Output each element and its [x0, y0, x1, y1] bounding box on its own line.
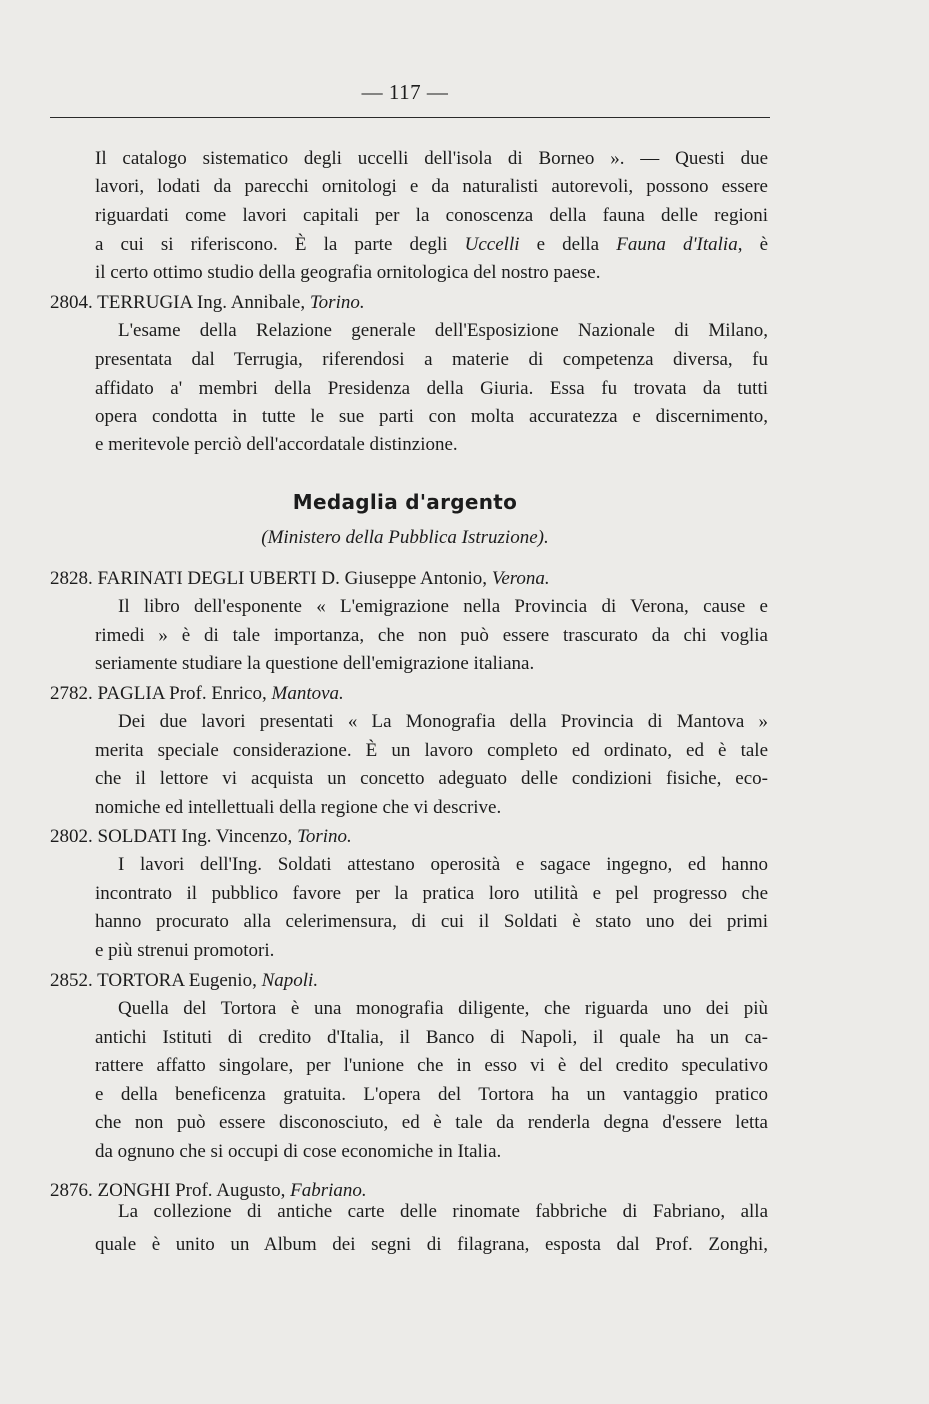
text-line: merita speciale considerazione. È un lavoro completo ed ordinato, ed è tale — [95, 740, 768, 761]
entry-number: 2876. — [50, 1180, 93, 1201]
text-line: e più strenui promotori. — [95, 940, 275, 961]
text-run: a cui si riferiscono. È la parte degli — [95, 234, 465, 255]
text-line: che il lettore vi acquista un concetto adeguato delle condizioni fisiche, eco- — [95, 768, 768, 789]
text-line: rattere affatto singolare, per l'unione che in esso vi è del credito speculativo — [95, 1055, 768, 1076]
entry-city: Torino. — [309, 292, 365, 313]
entry-name: TORTORA Eugenio, — [97, 970, 262, 991]
text-line: seriamente studiare la questione dell'emigrazione italiana. — [95, 653, 535, 674]
entry-number: 2802. — [50, 826, 93, 847]
entry-2782 — [50, 683, 768, 705]
text-line: presentata dal Terrugia, riferendosi a materie di competenza diversa, fu — [95, 349, 768, 370]
text-line: hanno procurato alla celerimensura, di cui il Soldati è stato uno dei primi — [95, 911, 768, 932]
entry-name: PAGLIA Prof. Enrico, — [97, 683, 272, 704]
text-line: e meritevole perciò dell'accordatale distinzione. — [95, 434, 458, 455]
text-line: quale è unito un Album dei segni di filagrana, esposta dal Prof. Zonghi, — [95, 1234, 768, 1255]
entry-number: 2852. — [50, 970, 93, 991]
entry-name: FARINATI DEGLI UBERTI D. Giuseppe Antonio, — [97, 568, 492, 589]
header-rule — [50, 117, 770, 118]
text-line: lavori, lodati da parecchi ornitologi e da naturalisti autorevoli, possono essere — [95, 176, 768, 197]
text-run: e della — [519, 234, 617, 255]
section-title: Medaglia d'argento — [292, 490, 518, 514]
entry-number: 2804. — [50, 292, 93, 313]
entry-2828 — [50, 568, 768, 590]
entry-2876 — [50, 1180, 768, 1202]
text-line: opera condotta in tutte le sue parti con molta accuratezza e discernimento, — [95, 406, 768, 427]
italic-title-fauna: Fauna d'Italia — [616, 234, 738, 255]
section-subtitle: (Ministero della Pubblica Istruzione). — [261, 527, 549, 548]
entry-2852 — [50, 970, 768, 992]
entry-city: Fabriano. — [290, 1180, 367, 1201]
italic-title-uccelli: Uccelli — [464, 234, 520, 255]
text-line — [95, 234, 768, 256]
text-run: , è — [737, 234, 769, 255]
text-line: Quella del Tortora è una monografia diligente, che riguarda uno dei più — [118, 998, 768, 1019]
entry-number: 2782. — [50, 683, 93, 704]
entry-number: 2828. — [50, 568, 93, 589]
text-line: nomiche ed intellettuali della regione che vi descrive. — [95, 797, 502, 818]
entry-name: TERRUGIA Ing. Annibale, — [97, 292, 310, 313]
entry-2802 — [50, 826, 768, 848]
entry-city: Mantova. — [271, 683, 344, 704]
text-line: rimedi » è di tale importanza, che non può essere trascurato da chi voglia — [95, 625, 768, 646]
entry-city: Napoli. — [261, 970, 319, 991]
entry-name: ZONGHI Prof. Augusto, — [97, 1180, 291, 1201]
entry-city: Verona. — [491, 568, 550, 589]
text-line: La collezione di antiche carte delle rinomate fabbriche di Fabriano, alla — [118, 1201, 768, 1222]
text-line: antichi Istituti di credito d'Italia, il Banco di Napoli, il quale ha un ca- — [95, 1027, 768, 1048]
text-line: da ognuno che si occupi di cose economiche in Italia. — [95, 1141, 502, 1162]
text-line: incontrato il pubblico favore per la pratica loro utilità e pel progresso che — [95, 883, 768, 904]
text-line: il certo ottimo studio della geografia ornitologica del nostro paese. — [95, 262, 601, 283]
entry-city: Torino. — [297, 826, 352, 847]
text-line: che non può essere disconosciuto, ed è tale da renderla degna d'essere letta — [95, 1112, 768, 1133]
text-line: Il libro dell'esponente « L'emigrazione nella Provincia di Verona, cause e — [118, 596, 768, 617]
text-line: Il catalogo sistematico degli uccelli dell'isola di Borneo ». — Questi due — [95, 148, 768, 169]
text-line: I lavori dell'Ing. Soldati attestano operosità e sagace ingegno, ed hanno — [118, 854, 768, 875]
entry-2804 — [50, 292, 768, 314]
page-number: — 117 — — [361, 80, 449, 104]
text-line: L'esame della Relazione generale dell'Esposizione Nazionale di Milano, — [118, 320, 768, 341]
text-line: riguardati come lavori capitali per la conoscenza della fauna delle regioni — [95, 205, 768, 226]
text-line: e della beneficenza gratuita. L'opera del Tortora ha un vantaggio pratico — [95, 1084, 768, 1105]
text-line: Dei due lavori presentati « La Monografia della Provincia di Mantova » — [118, 711, 768, 732]
text-line: affidato a' membri della Presidenza della Giuria. Essa fu trovata da tutti — [95, 378, 768, 399]
entry-name: SOLDATI Ing. Vincenzo, — [97, 826, 298, 847]
